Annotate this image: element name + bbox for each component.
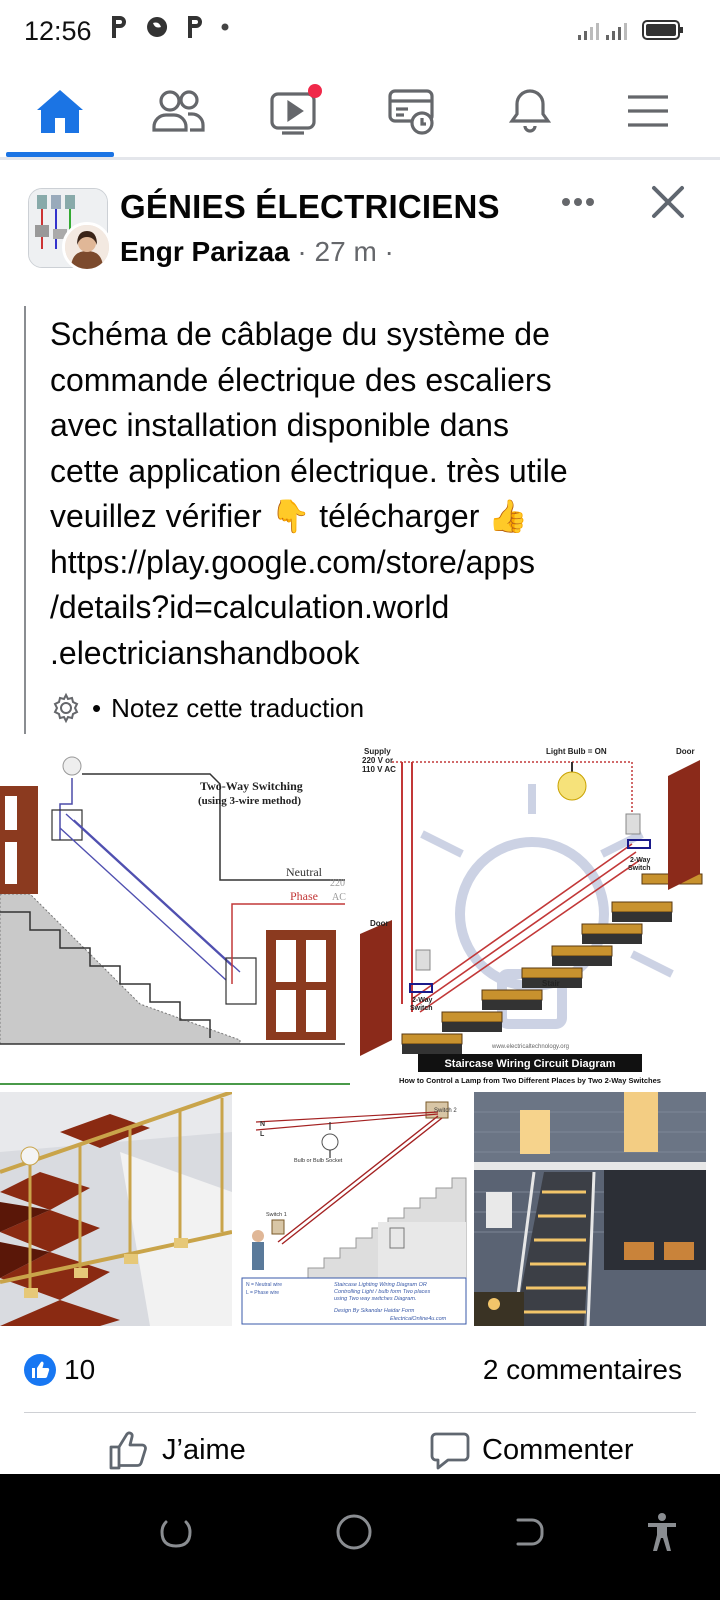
img4-switch1: Switch 1 [266,1212,287,1218]
more-notifications-dot [220,22,230,32]
bell-icon [505,85,555,137]
comment-count[interactable]: 2 commentaires [482,1354,682,1385]
more-options-icon[interactable] [560,190,610,214]
comment-icon [430,1430,470,1470]
reaction-divider [24,1412,696,1413]
img1-title: Two-Way Switching [200,779,303,793]
img2-switch-left-2: Switch [410,1005,433,1012]
img2-switch-left-1: 2-Way [412,997,433,1004]
img1-voltage-bottom: AC [332,892,346,903]
img2-door-right: Door [676,747,695,756]
rate-translation-link[interactable]: Notez cette traduction [111,692,365,723]
img2-site: www.electricaltechnology.org [492,1044,569,1050]
like-label: J’aime [162,1433,246,1466]
img4-credit-2: ElectricalOnline4u.com [390,1316,447,1322]
status-time: 12:56 [24,16,92,46]
img2-door-left: Door [370,919,389,928]
top-navigation [0,64,720,160]
pinterest-notification-icon-2 [184,14,206,40]
photo-outdoor-lit-stairs[interactable] [474,1092,706,1326]
like-count[interactable]: 10 [64,1354,96,1385]
thumbs-up-outline-icon [108,1430,150,1470]
photo-staircase-lighting-wiring[interactable] [238,1092,470,1326]
home-circle-icon [334,1512,374,1552]
img2-caption: How to Control a Lamp from Two Different Places by Two 2-Way Switches [399,1076,661,1085]
signal-icon [576,18,632,42]
photo-stair-glass-railing[interactable] [0,1092,232,1326]
recent-apps-button[interactable] [146,1502,206,1562]
post-body [24,306,704,734]
translation-separator: • [92,692,102,723]
notification-dot [308,84,322,98]
img4-switch2: Switch 2 [434,1108,457,1114]
status-bar [0,0,720,64]
news-icon [384,85,440,137]
tab-watch[interactable] [236,64,356,158]
img4-desc-1: Staircase Lighting Wiring Diagram OR [334,1282,427,1288]
img4-desc-3: using Two way switches Diagram. [334,1296,417,1302]
tab-notifications[interactable] [470,64,590,158]
img2-switch-right-1: 2-Way [630,857,651,864]
photo-staircase-wiring-diagram[interactable] [352,744,706,1086]
home-icon [34,87,86,135]
system-indicators [576,18,684,42]
close-icon[interactable] [648,182,688,222]
system-navigation-bar [0,1474,720,1600]
post-actions [0,1422,720,1478]
img2-switch-right-2: Switch [628,865,651,872]
like-button[interactable] [108,1430,246,1470]
back-button[interactable] [500,1502,560,1562]
tab-home[interactable] [0,64,120,158]
author-avatar[interactable] [62,222,112,272]
accessibility-icon [645,1512,679,1552]
home-button[interactable] [324,1502,384,1562]
like-reaction-badge[interactable] [24,1354,56,1386]
menu-icon [624,91,672,131]
back-icon [512,1514,548,1550]
comment-label: Commenter [482,1433,634,1466]
img4-credit-1: Design By Sikandar Haidar Form [334,1308,415,1314]
notification-icons [108,14,230,40]
img4-n: N [260,1121,266,1128]
img2-bulb-label: Light Bulb = ON [546,747,607,756]
group-name[interactable]: GÉNIES ÉLECTRICIENS [120,188,500,225]
post-text: Schéma de câblage du système de commande électrique des escaliers avec installation disponible dans cette application électrique. très utile veuillez vérifier 👇 télécharger 👍 https://play.google.com/store/apps /details?id=calculation.world .electricianshandbook [50,316,568,671]
img2-stair-label: Stair [542,979,560,988]
img2-banner: Staircase Wiring Circuit Diagram [444,1058,616,1070]
recent-apps-icon [158,1514,194,1550]
active-tab-indicator [6,152,114,157]
app-notification-icon [144,14,170,40]
reaction-summary [0,1340,720,1410]
comment-button[interactable] [430,1430,634,1470]
img2-supply-1: Supply [364,747,391,756]
translation-row[interactable] [50,692,364,724]
img4-legend-n: N = Neutral wire [246,1282,282,1288]
tab-menu[interactable] [588,64,708,158]
pinterest-notification-icon [108,14,130,40]
accessibility-button[interactable] [632,1502,692,1562]
img1-voltage-top: 220 [330,878,345,889]
img1-subtitle: (using 3-wire method) [198,795,302,807]
img1-neutral-label: Neutral [286,865,322,879]
post-meta: · 27 m · [289,236,394,267]
author-line [120,236,394,268]
img2-supply-3: 110 V AC [362,765,396,774]
img4-desc-2: Controlling Light / bulb form Two places [334,1289,431,1295]
photo-two-way-switching[interactable] [0,744,350,1086]
img4-l: L [260,1131,265,1138]
img1-phase-label: Phase [290,889,318,903]
author-avatar-image [65,225,109,269]
battery-icon [642,19,684,41]
img4-bulb-label: Bulb or Bulb Socket [294,1158,343,1164]
gear-icon [50,692,82,724]
tab-marketplace[interactable] [352,64,472,158]
author-name[interactable]: Engr Parizaa [120,236,290,267]
post-header [0,170,720,290]
friends-icon [150,87,206,135]
tab-friends[interactable] [118,64,238,158]
thumbs-up-icon [30,1360,50,1380]
img2-supply-2: 220 V or [362,756,394,765]
img4-legend-l: L = Phase wire [246,1290,280,1296]
